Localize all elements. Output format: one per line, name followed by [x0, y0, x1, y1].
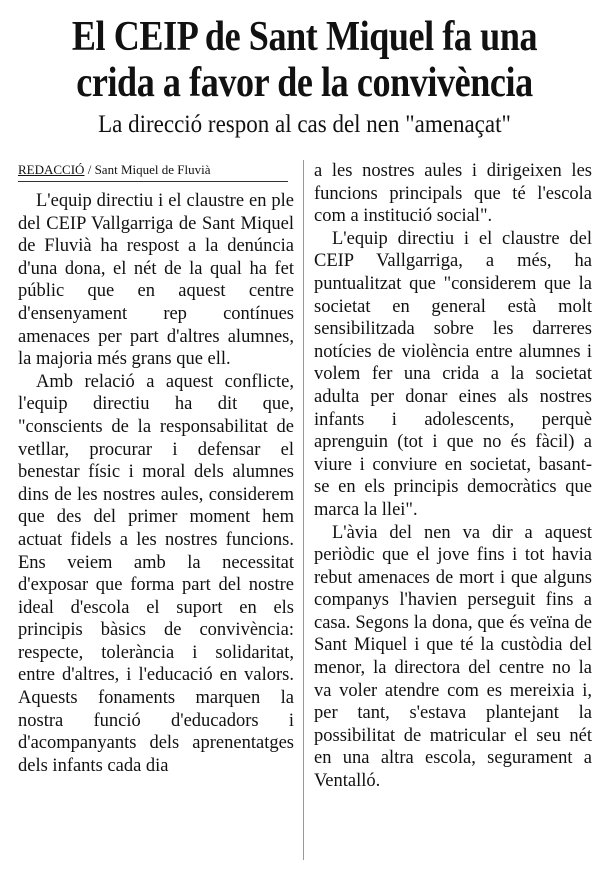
headline-line-2: crida a favor de la convivència	[76, 60, 533, 106]
paragraph: Amb relació a aquest conflicte, l'equip directiu ha dit que, "conscients de la responsabilitat de vetllar, procurar i defensar el benestar físic i moral dels alumnes dins de les nostres aules, considerem que des del primer moment hem actuat fidels a les nostres funcions. Ens veiem amb la necessitat d'exposar que forma part del nostre ideal d'escola el suport en els principis bàsics de convivència: respecte, tolerància i solidaritat, entre d'altres, i l'educació en valors. Aquests fonaments marquen la nostra funció d'educadors i d'acompanyants dels aprenentatges dels infants cada dia	[18, 371, 294, 776]
byline-location: Sant Miquel de Fluvià	[94, 162, 211, 177]
byline	[18, 160, 288, 182]
byline-label: REDACCIÓ	[18, 162, 85, 177]
article-column-right	[314, 160, 592, 793]
article-column-left	[18, 160, 294, 777]
paragraph: L'àvia del nen va dir a aquest periòdic que el jove fins i tot havia rebut amenaces de mort i que alguns companys l'havien perseguit fins a casa. Segons la dona, que és veïna de Sant Miquel i que té la custòdia del menor, la directora del centre no la va voler atendre com es mereixia i, per tant, s'estava plantejant la possibilitat de matricular el seu nét en una altra escola, segurament a Ventalló.	[314, 522, 592, 792]
paragraph: L'equip directiu i el claustre del CEIP Vallgarriga, a més, ha puntualitzat que "considerem que la societat en general està molt sensibilitzada sobre les darreres notícies de violència entre alumnes i volem fer una crida a la societat adulta per donar eines als nostres infants i adolescents, perquè aprenguin (tot i que no és fàcil) a viure i conviure en societat, basant-se en els principis democràtics que marca la llei".	[314, 228, 592, 520]
headline-line-1: El CEIP de Sant Miquel fa una	[71, 14, 538, 60]
paragraph: L'equip directiu i el claustre en ple del CEIP Vallgarriga de Sant Miquel de Fluvià ha respost a la denúncia d'una dona, el nét de la qual ha fet públic que en aquest centre d'ensenyament rep contínues amenaces per part d'altres alumnes, la majoria més grans que ell.	[18, 191, 294, 370]
paragraph-continuation: a les nostres aules i dirigeixen les funcions principals que té l'escola com a institució social".	[314, 161, 592, 227]
headline	[43, 14, 567, 106]
subheadline: La direcció respon al cas del nen "amenaçat"	[98, 111, 511, 138]
column-divider	[303, 160, 304, 860]
byline-separator: /	[84, 162, 95, 177]
